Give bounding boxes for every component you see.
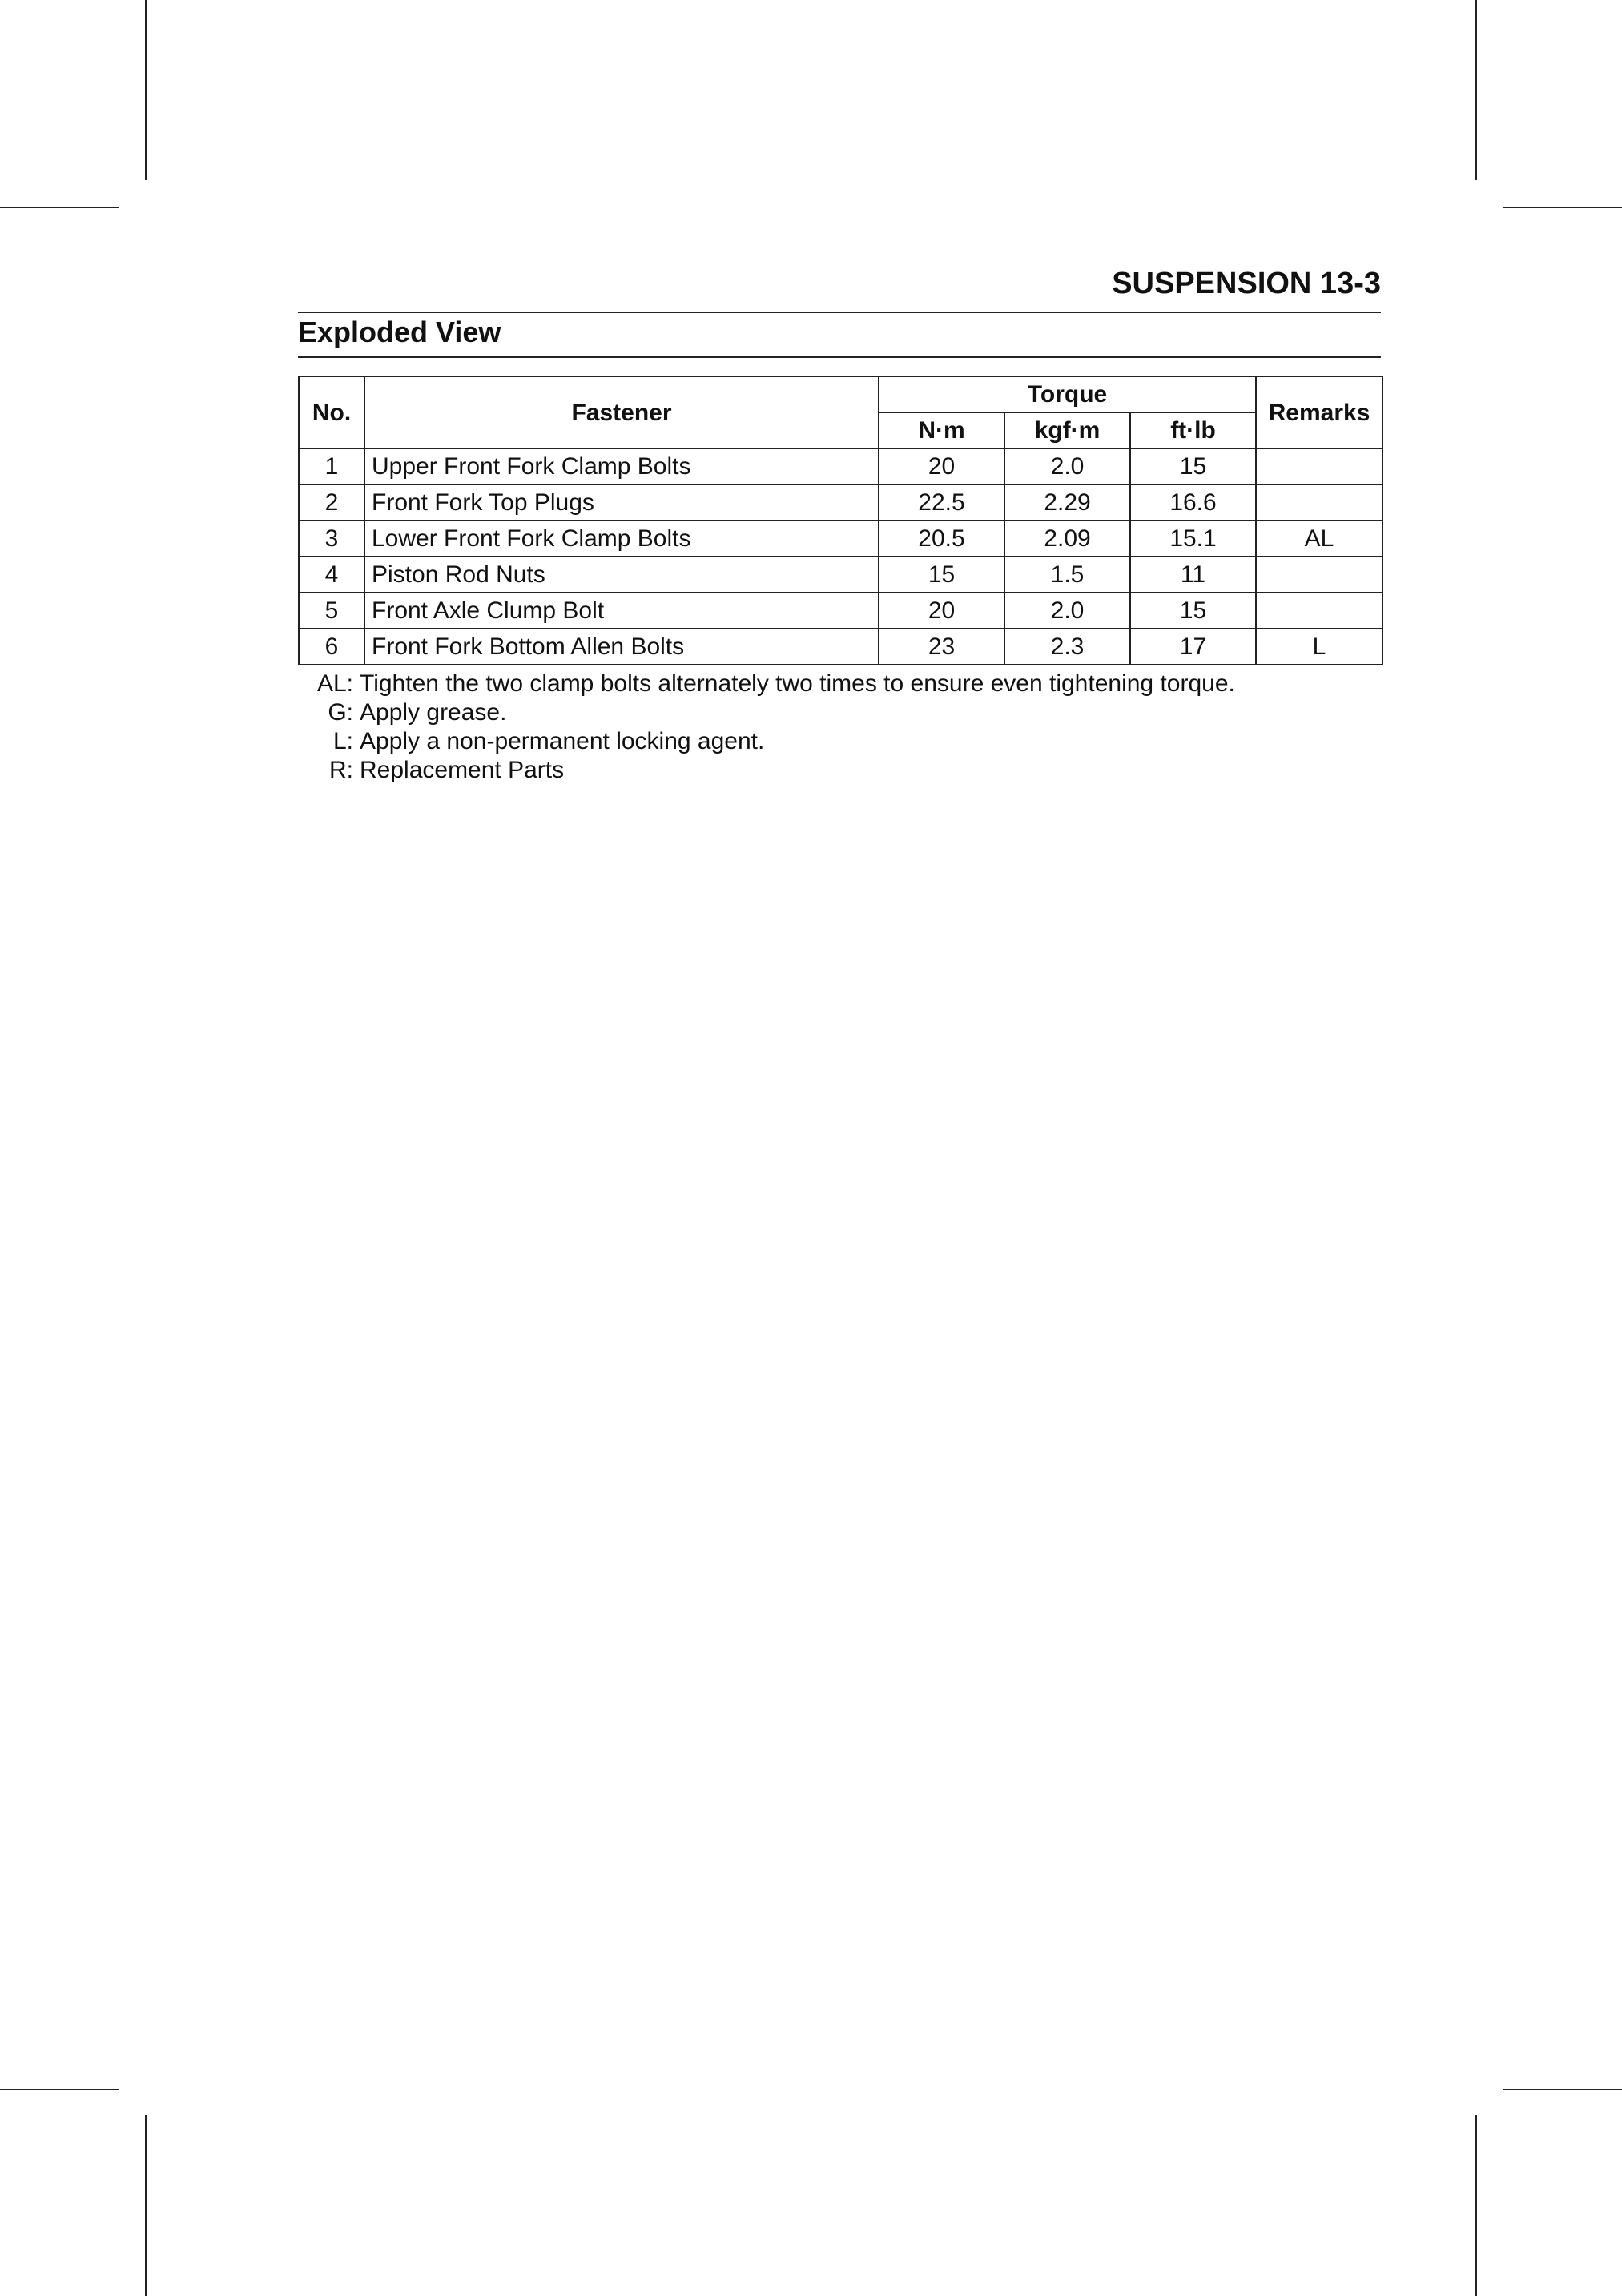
cell-fastener: Upper Front Fork Clamp Bolts xyxy=(364,448,879,485)
header-torque: Torque xyxy=(879,376,1256,412)
cell-fastener: Front Fork Bottom Allen Bolts xyxy=(364,629,879,665)
cell-kgfm: 2.0 xyxy=(1004,593,1130,629)
cell-fastener: Lower Front Fork Clamp Bolts xyxy=(364,521,879,557)
legend-code: G: xyxy=(328,699,353,726)
legend-code: L: xyxy=(332,728,353,754)
crop-mark-top-left-vertical xyxy=(145,0,147,180)
legend-code: R: xyxy=(329,757,353,783)
cell-no: 1 xyxy=(299,448,364,485)
table-header-row xyxy=(299,376,1383,412)
remarks-legend xyxy=(315,669,1235,785)
legend-item xyxy=(315,756,1235,785)
cell-remarks xyxy=(1256,485,1383,521)
cell-no: 3 xyxy=(299,521,364,557)
cell-ftlb: 15 xyxy=(1130,448,1256,485)
cell-nm: 20.5 xyxy=(879,521,1004,557)
crop-mark-bottom-right-vertical xyxy=(1475,2115,1477,2296)
cell-remarks: AL xyxy=(1256,521,1383,557)
header-ftlb: ft·lb xyxy=(1130,412,1256,448)
legend-code: AL: xyxy=(316,670,353,697)
cell-fastener: Piston Rod Nuts xyxy=(364,557,879,593)
cell-ftlb: 15.1 xyxy=(1130,521,1256,557)
crop-mark-bottom-left-horizontal xyxy=(0,2089,119,2090)
cell-nm: 15 xyxy=(879,557,1004,593)
crop-mark-top-right-horizontal xyxy=(1503,207,1622,208)
cell-kgfm: 2.09 xyxy=(1004,521,1130,557)
crop-mark-top-left-horizontal xyxy=(0,207,119,208)
legend-text: Tighten the two clamp bolts alternately two times to ensure even tightening torque. xyxy=(360,670,1235,697)
cell-remarks xyxy=(1256,448,1383,485)
crop-mark-bottom-right-horizontal xyxy=(1503,2089,1622,2090)
legend-text: Apply grease. xyxy=(360,699,507,726)
cell-no: 6 xyxy=(299,629,364,665)
header-remarks: Remarks xyxy=(1256,376,1383,448)
table-row xyxy=(299,448,1383,485)
cell-nm: 23 xyxy=(879,629,1004,665)
legend-text: Replacement Parts xyxy=(360,757,565,783)
legend-item xyxy=(315,727,1235,756)
cell-nm: 22.5 xyxy=(879,485,1004,521)
cell-no: 2 xyxy=(299,485,364,521)
table-row xyxy=(299,485,1383,521)
header-rule xyxy=(298,312,1381,313)
cell-no: 4 xyxy=(299,557,364,593)
table-row xyxy=(299,593,1383,629)
cell-remarks xyxy=(1256,593,1383,629)
cell-ftlb: 16.6 xyxy=(1130,485,1256,521)
table-row xyxy=(299,521,1383,557)
cell-nm: 20 xyxy=(879,593,1004,629)
header-no: No. xyxy=(299,376,364,448)
cell-ftlb: 11 xyxy=(1130,557,1256,593)
cell-kgfm: 2.3 xyxy=(1004,629,1130,665)
page-header: SUSPENSION 13-3 xyxy=(1112,267,1381,300)
cell-fastener: Front Fork Top Plugs xyxy=(364,485,879,521)
cell-fastener: Front Axle Clump Bolt xyxy=(364,593,879,629)
cell-ftlb: 17 xyxy=(1130,629,1256,665)
section-rule xyxy=(298,356,1381,358)
header-nm: N·m xyxy=(879,412,1004,448)
cell-kgfm: 2.0 xyxy=(1004,448,1130,485)
header-kgfm: kgf·m xyxy=(1004,412,1130,448)
legend-item xyxy=(315,669,1235,698)
cell-ftlb: 15 xyxy=(1130,593,1256,629)
cell-kgfm: 2.29 xyxy=(1004,485,1130,521)
crop-mark-top-right-vertical xyxy=(1475,0,1477,180)
torque-table xyxy=(298,376,1383,665)
table-row xyxy=(299,557,1383,593)
legend-item xyxy=(315,698,1235,727)
cell-no: 5 xyxy=(299,593,364,629)
header-fastener: Fastener xyxy=(364,376,879,448)
cell-remarks: L xyxy=(1256,629,1383,665)
cell-nm: 20 xyxy=(879,448,1004,485)
cell-remarks xyxy=(1256,557,1383,593)
crop-mark-bottom-left-vertical xyxy=(145,2115,147,2296)
table-row xyxy=(299,629,1383,665)
legend-text: Apply a non-permanent locking agent. xyxy=(360,728,765,754)
cell-kgfm: 1.5 xyxy=(1004,557,1130,593)
section-title: Exploded View xyxy=(298,316,501,348)
